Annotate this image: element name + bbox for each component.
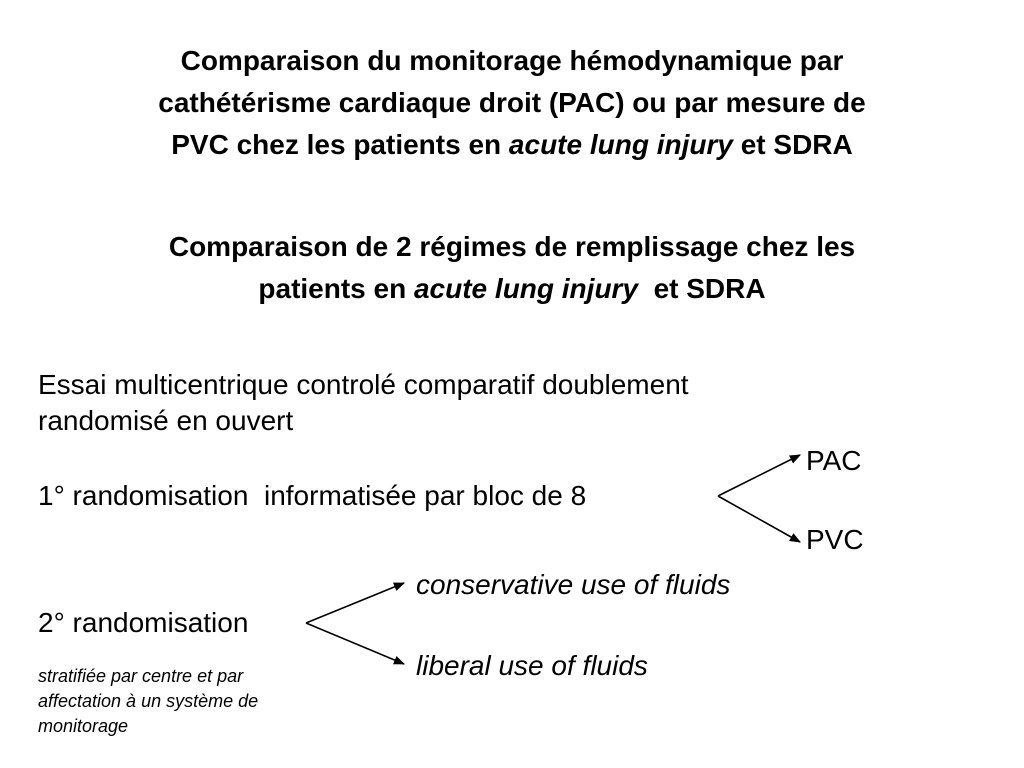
trial-description-line-1: Essai multicentrique controlé comparatif doublement — [38, 369, 689, 400]
second-randomisation-branch — [306, 583, 404, 664]
option-conservative-fluids: conservative use of fluids — [416, 569, 731, 600]
subtitle-line-2 — [0, 268, 1024, 310]
subtitle-line-2-start: patients en — [258, 273, 414, 304]
arrow-to-pvc — [718, 496, 800, 542]
first-randomisation-label: 1° randomisation informatisée par bloc de 8 — [38, 480, 587, 511]
trial-description — [38, 367, 689, 439]
subtitle-line-2-end: et SDRA — [638, 273, 766, 304]
arrow-to-pac — [718, 455, 800, 496]
trial-description-line-2: randomisé en ouvert — [38, 405, 294, 436]
stratification-note-line-2: affectation à un système de — [38, 691, 259, 711]
second-randomisation-label: 2° randomisation — [38, 607, 249, 638]
stratification-note — [38, 664, 258, 739]
stratification-note-line-1: stratifiée par centre et par — [38, 666, 244, 686]
option-liberal-fluids: liberal use of fluids — [416, 650, 648, 681]
title-line-3-start: PVC chez les patients en — [171, 129, 509, 160]
subtitle-line-2-italic: acute lung injury — [413, 273, 639, 304]
arrow-to-liberal — [306, 623, 404, 664]
slide-title-secondary — [0, 226, 1024, 310]
option-pac: PAC — [806, 445, 862, 476]
title-line-3 — [0, 124, 1024, 166]
subtitle-line-1: Comparaison de 2 régimes de remplissage chez les — [168, 231, 856, 262]
arrow-to-conservative — [306, 583, 404, 623]
stratification-note-line-3: monitorage — [38, 716, 129, 736]
title-line-1: Comparaison du monitorage hémodynamique par — [180, 45, 844, 76]
slide-title-primary — [0, 40, 1024, 166]
first-randomisation-branch — [718, 455, 800, 542]
option-pvc: PVC — [806, 524, 864, 555]
title-line-3-italic: acute lung injury — [508, 129, 733, 160]
title-line-2: cathétérisme cardiaque droit (PAC) ou par mesure de — [158, 87, 866, 118]
title-line-3-end: et SDRA — [732, 129, 853, 160]
